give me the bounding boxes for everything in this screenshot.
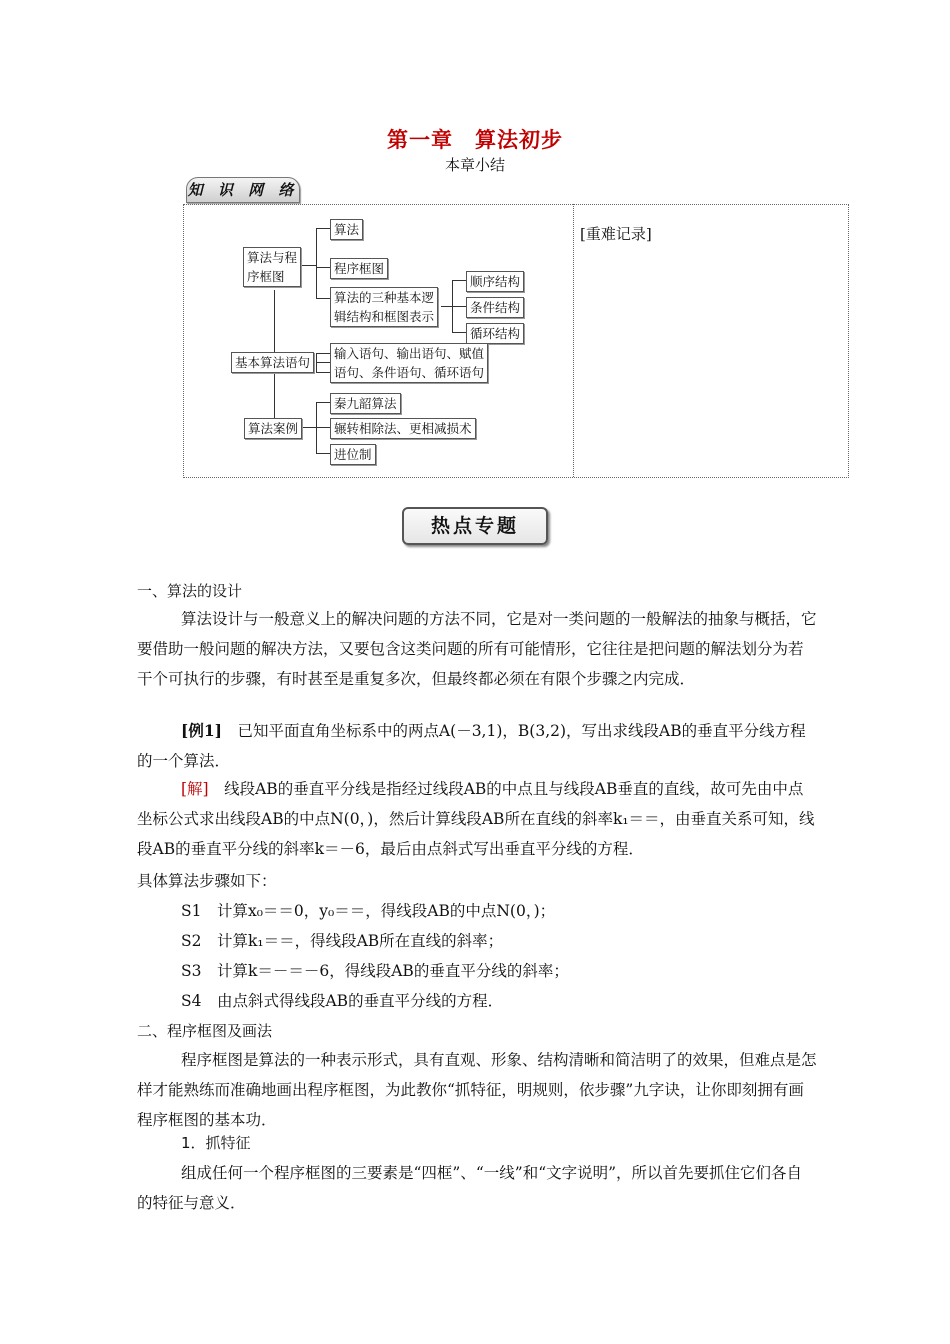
- connector: [302, 265, 316, 266]
- node-statement-types: [330, 343, 488, 383]
- frame-divider: [573, 204, 574, 477]
- example-text: 已知平面直角坐标系中的两点A(－3,1)，B(3,2)，写出求线段AB的垂直平分线方程的一个算法．: [137, 722, 806, 770]
- example-label: [例1]: [181, 721, 222, 740]
- connector: [452, 306, 466, 307]
- step-s3: S3 计算k＝－＝－6，得线段AB的垂直平分线的斜率；: [181, 962, 569, 980]
- section-1-paragraph: 算法设计与一般意义上的解决问题的方法不同，它是对一类问题的一般解法的抽象与概括，它要借助一般问题的解决方法，又要包含这类问题的所有可能情形，它往往是把问题的解法划分为若干个可执行的步骤，有时甚至是重复多次，但最终都必须在有限个步骤之内完成．: [137, 610, 817, 688]
- chapter-title: 第一章 算法初步: [387, 127, 563, 152]
- connector: [316, 353, 330, 354]
- section-2-title: 二、程序框图及画法: [137, 1022, 273, 1040]
- solution: [137, 774, 817, 864]
- connector: [316, 228, 330, 229]
- section-2-paragraph: 程序框图是算法的一种表示形式，具有直观、形象、结构清晰和简洁明了的效果，但难点是怎样才能熟练而准确地画出程序框图，为此教你“抓特征，明规则，依步骤”九字诀，让你即刻拥有画程序框图的基本功．: [137, 1051, 817, 1129]
- connector: [452, 332, 466, 333]
- steps-intro: 具体算法步骤如下：: [137, 872, 277, 890]
- node-label: 辑结构和框图表示: [334, 309, 435, 324]
- node-algorithm: 算法: [330, 219, 363, 240]
- step-s2: S2 计算k₁＝＝，得线段AB所在直线的斜率；: [181, 932, 504, 950]
- knowledge-network-tab: 知 识 网 络: [186, 177, 300, 203]
- note-label: [重难记录]: [580, 225, 652, 243]
- connector: [316, 298, 330, 299]
- connector: [452, 280, 466, 281]
- subsection-paragraph: 组成任何一个程序框图的三要素是“四框”、“一线”和“文字说明”，所以首先要抓住它们各自的特征与意义．: [137, 1164, 803, 1212]
- connector: [316, 267, 330, 268]
- step-s1: S1 计算x₀＝＝0，y₀＝＝，得线段AB的中点N(0，)；: [181, 902, 556, 920]
- node-euclidean: 辗转相除法、更相减损术: [330, 418, 476, 439]
- node-basic-statements: 基本算法语句: [231, 352, 314, 373]
- subsection-title: 1．抓特征: [181, 1134, 251, 1152]
- node-flowchart: 程序框图: [330, 258, 388, 279]
- connector: [316, 362, 330, 363]
- node-algorithm-cases: 算法案例: [244, 418, 302, 439]
- node-label: 语句、条件语句、循环语句: [334, 365, 485, 380]
- step-s4: S4 由点斜式得线段AB的垂直平分线的方程．: [181, 992, 504, 1010]
- node-qin-jiushao: 秦九韶算法: [330, 393, 401, 414]
- node-three-structures: [330, 287, 438, 327]
- solution-text: 线段AB的垂直平分线是指经过线段AB的中点且与线段AB垂直的直线，故可先由中点坐标公式求出线段AB的中点N(0，)，然后计算线段AB所在直线的斜率k₁＝＝，由垂直关系可知，线段AB的垂直平分线的斜率k＝－6，最后由点斜式写出垂直平分线的方程．: [137, 780, 815, 858]
- node-base-system: 进位制: [330, 444, 376, 465]
- connector: [441, 306, 452, 307]
- node-label: 算法与程: [247, 250, 298, 265]
- connector: [316, 453, 330, 454]
- chapter-subtitle: 本章小结: [444, 156, 505, 174]
- example-1: [137, 716, 817, 776]
- node-algorithm-flowchart: [243, 247, 301, 287]
- connector: [303, 427, 316, 428]
- section-1-title: 一、算法的设计: [137, 582, 243, 600]
- connector: [316, 372, 330, 373]
- connector: [316, 427, 330, 428]
- solution-label: [解]: [181, 780, 209, 798]
- node-sequence-structure: 顺序结构: [466, 271, 524, 292]
- node-label: 算法的三种基本逻: [334, 290, 435, 305]
- hot-topics-badge: 热点专题: [402, 507, 548, 545]
- connector-bracket-1: [316, 228, 317, 298]
- node-label: 序框图: [247, 269, 285, 284]
- node-label: 输入语句、输出语句、赋值: [334, 346, 485, 361]
- node-condition-structure: 条件结构: [466, 297, 524, 318]
- connector: [316, 402, 330, 403]
- node-loop-structure: 循环结构: [466, 323, 524, 344]
